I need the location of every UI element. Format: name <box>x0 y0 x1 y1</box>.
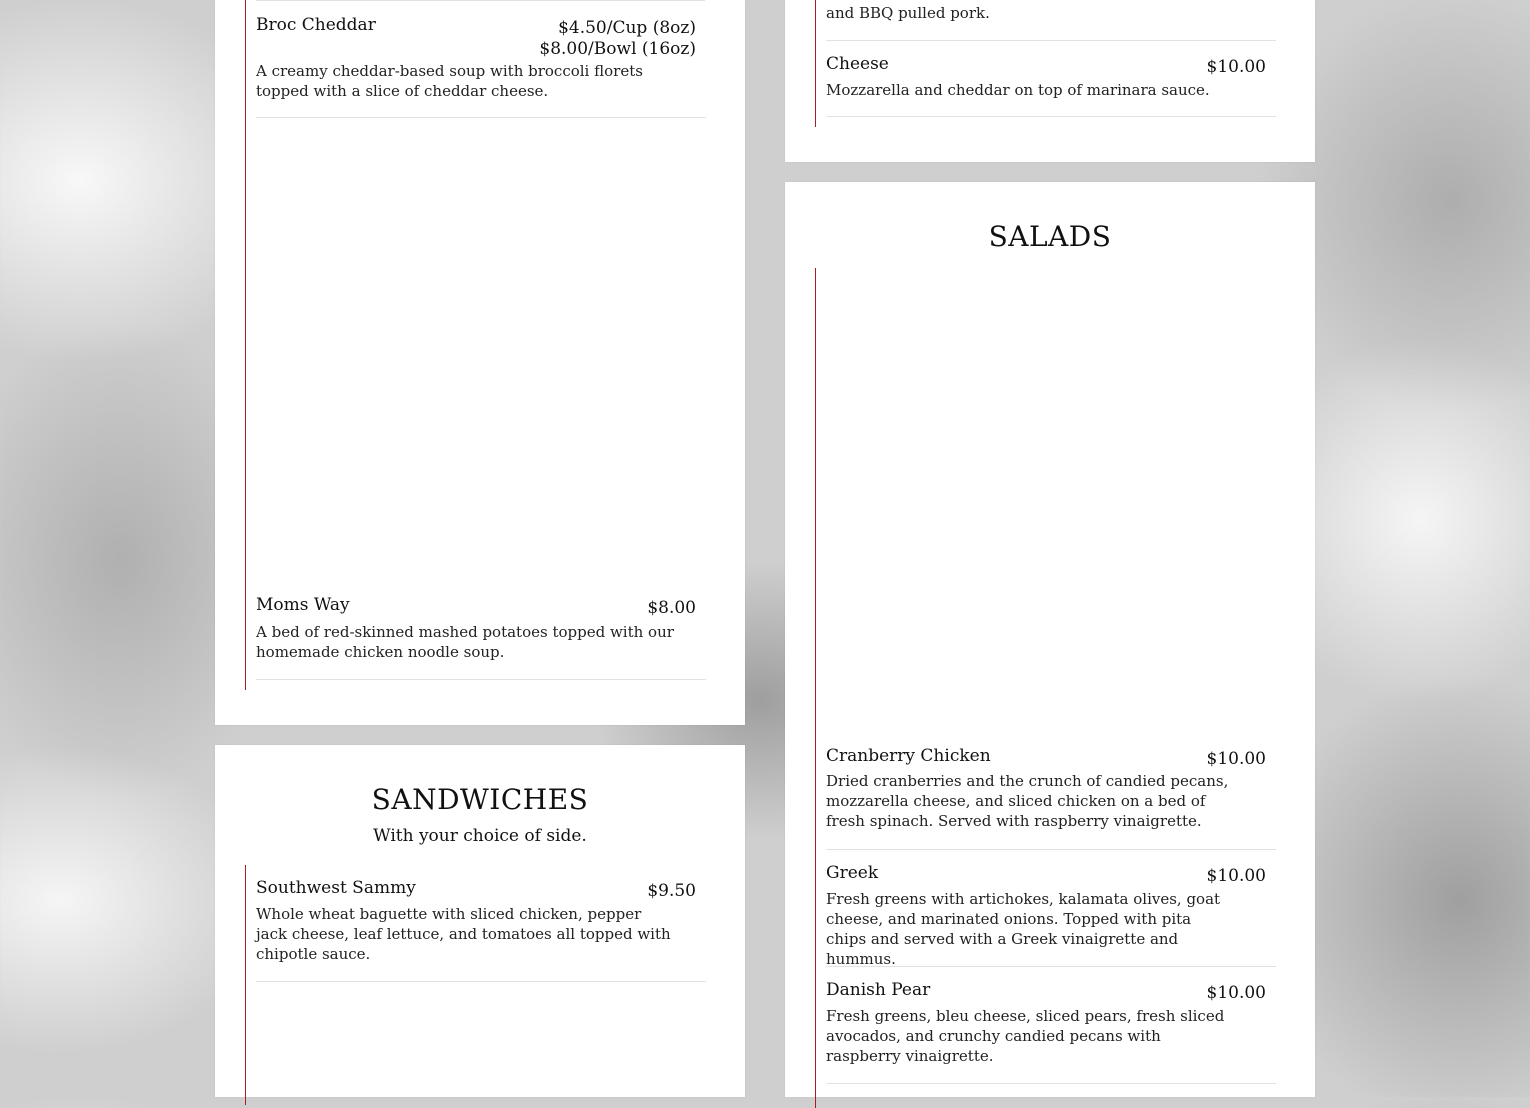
section-title: SALADS <box>988 220 1112 253</box>
section-subtitle: With your choice of side. <box>373 826 587 846</box>
menu-item-southwest-sammy <box>256 865 706 982</box>
salads-panel <box>785 182 1315 1097</box>
item-price: $9.50 <box>647 881 696 901</box>
menu-item-partial <box>826 0 1276 41</box>
section-title: SANDWICHES <box>371 783 589 816</box>
item-description: Dried cranberries and the crunch of candied pecans, mozzarella cheese, and sliced chicken on a bed of fresh spinach. Served with raspberry vinaigrette. <box>826 772 1229 830</box>
bowl-price: $8.00/Bowl (16oz) <box>539 39 696 59</box>
item-price: $8.00 <box>647 598 696 618</box>
item-name: Danish Pear <box>826 980 931 1000</box>
item-price: $10.00 <box>1206 983 1266 1003</box>
item-description: and BBQ pulled pork. <box>826 4 990 22</box>
pizzas-list <box>815 0 1276 127</box>
menu-item-moms-way <box>256 590 706 680</box>
item-name: Moms Way <box>256 595 350 615</box>
item-description: Fresh greens, bleu cheese, sliced pears, fresh sliced avocados, and crunchy candied pecans with raspberry vinaigrette. <box>826 1007 1225 1065</box>
cup-price: $4.50/Cup (8oz) <box>558 18 696 38</box>
soups-panel <box>215 0 745 725</box>
sandwiches-list <box>245 865 706 1105</box>
sandwiches-panel <box>215 745 745 1097</box>
item-price <box>539 18 696 60</box>
menu-item-greek <box>826 850 1276 967</box>
pizzas-panel <box>785 0 1315 162</box>
item-description: Fresh greens with artichokes, kalamata olives, goat cheese, and marinated onions. Topped with pita chips and served with a Greek vinaigrette and hummus. <box>826 890 1221 968</box>
soups-list <box>245 0 706 690</box>
item-name: Cranberry Chicken <box>826 746 991 766</box>
item-description: A bed of red-skinned mashed potatoes topped with our homemade chicken noodle soup. <box>256 623 674 661</box>
item-price: $10.00 <box>1206 749 1266 769</box>
salads-list <box>815 268 1276 1108</box>
item-price: $10.00 <box>1206 57 1266 77</box>
item-name: Southwest Sammy <box>256 878 416 898</box>
item-description: Mozzarella and cheddar on top of marinara sauce. <box>826 81 1210 99</box>
item-description: A creamy cheddar-based soup with broccoli florets topped with a slice of cheddar cheese. <box>256 62 643 100</box>
item-name: Broc Cheddar <box>256 15 376 35</box>
menu-item-danish-pear <box>826 967 1276 1084</box>
menu-item-cranberry-chicken <box>826 743 1276 850</box>
item-name: Greek <box>826 863 879 883</box>
item-description: Whole wheat baguette with sliced chicken, pepper jack cheese, leaf lettuce, and tomatoes all topped with chipotle sauce. <box>256 905 671 963</box>
menu-item-cheese <box>826 41 1276 117</box>
item-price: $10.00 <box>1206 866 1266 886</box>
menu-item-broc-cheddar <box>256 0 706 118</box>
item-name: Cheese <box>826 54 889 74</box>
